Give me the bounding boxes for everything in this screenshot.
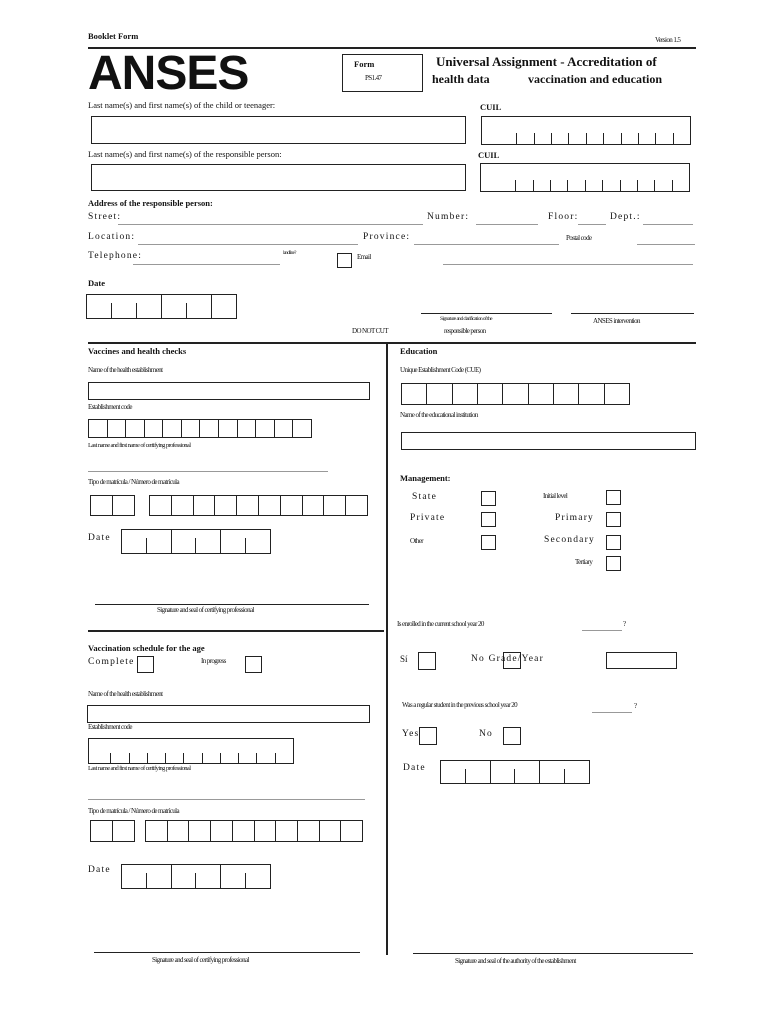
enrolled-year-field[interactable] [582, 630, 622, 631]
no-regular-checkbox[interactable] [503, 727, 521, 745]
complete-label: Complete [88, 657, 135, 667]
email-label: Email [357, 253, 371, 261]
vaccines-professional-label: Last name and first name of certifying professional [88, 442, 191, 449]
vaccines-section-rule [88, 630, 384, 632]
number-label: Number: [427, 212, 470, 222]
schedule-signature-caption: Signature and seal of certifying professional [152, 956, 249, 964]
cut-rule [88, 342, 696, 344]
child-cuil-field[interactable] [481, 116, 691, 145]
email-field[interactable] [443, 264, 693, 265]
initial-level-label: Initial level [543, 492, 568, 500]
column-divider [386, 343, 388, 955]
vaccines-matricula-type-field[interactable] [90, 495, 135, 516]
schedule-signature-line[interactable] [94, 952, 360, 953]
si-label: Sí [400, 654, 408, 664]
schedule-title: Vaccination schedule for the age [88, 643, 205, 653]
form-label: Form [354, 59, 375, 69]
title-line1: Universal Assignment - Accreditation of [436, 54, 657, 69]
enrolled-question: Is enrolled in the current school year 20 [397, 620, 484, 628]
vaccines-matricula-number-field[interactable] [149, 495, 368, 516]
other-checkbox[interactable] [481, 535, 496, 550]
vaccines-matricula-label: Tipo de matrícula / Número de matrícula [88, 478, 180, 486]
complete-checkbox[interactable] [137, 656, 154, 673]
yes-label: Yes [402, 729, 420, 739]
responsible-name-label: Last name(s) and first name(s) of the responsible person: [88, 149, 282, 159]
regular-year-field[interactable] [592, 712, 632, 713]
authority-signature-line[interactable] [413, 953, 693, 954]
location-label: Location: [88, 232, 136, 242]
title-line2a: health data [432, 72, 490, 86]
regular-question: Was a regular student in the previous school year 20 [402, 701, 518, 709]
schedule-matricula-number-field[interactable] [145, 820, 363, 842]
vaccines-establishment-field[interactable] [88, 382, 370, 400]
vaccines-signature-line[interactable] [95, 604, 369, 605]
enrolled-question-mark: ? [623, 620, 626, 628]
education-date-label: Date [403, 763, 426, 773]
location-field[interactable] [138, 244, 358, 245]
vaccines-establishment-code-field[interactable] [88, 419, 312, 438]
anses-signature-line[interactable] [571, 313, 694, 314]
vaccines-signature-caption: Signature and seal of certifying professional [157, 606, 254, 614]
postal-code-label: Postal code [566, 234, 592, 242]
floor-label: Floor: [548, 212, 579, 222]
child-name-label: Last name(s) and first name(s) of the child or teenager: [88, 100, 276, 110]
number-field[interactable] [476, 224, 538, 225]
initial-level-checkbox[interactable] [606, 490, 621, 505]
form-code-box [342, 54, 423, 92]
floor-field[interactable] [578, 224, 606, 225]
child-name-field[interactable] [91, 116, 466, 144]
responsible-name-field[interactable] [91, 164, 466, 191]
street-field[interactable] [118, 224, 423, 225]
anses-intervention-label: ANSES intervention [593, 317, 640, 325]
version-label: Version 1.5 [655, 36, 681, 44]
state-checkbox[interactable] [481, 491, 496, 506]
institution-name-label: Name of the educational institution [400, 411, 478, 419]
yes-checkbox[interactable] [419, 727, 437, 745]
responsible-signature-line[interactable] [421, 313, 552, 314]
schedule-date-field[interactable] [121, 864, 271, 889]
schedule-matricula-label: Tipo de matrícula / Número de matrícula [88, 807, 180, 815]
date-label: Date [88, 278, 105, 288]
si-checkbox[interactable] [418, 652, 436, 670]
responsible-signature-caption: Signature and clarification of the [440, 316, 492, 322]
secondary-label: Secondary [544, 535, 595, 545]
no-label: No [479, 729, 494, 739]
street-label: Street: [88, 212, 122, 222]
tertiary-checkbox[interactable] [606, 556, 621, 571]
do-not-cut-label: DO NOT CUT [352, 327, 388, 335]
dept-field[interactable] [643, 224, 693, 225]
province-label: Province: [363, 232, 411, 242]
education-date-field[interactable] [440, 760, 590, 784]
vaccines-establishment-code-label: Establishment code [88, 403, 132, 411]
responsible-cuil-field[interactable] [480, 163, 690, 192]
primary-label: Primary [555, 513, 595, 523]
education-title: Education [400, 346, 438, 356]
title-line2b: vaccination and education [528, 72, 663, 86]
telephone-label: Telephone: [88, 251, 143, 261]
booklet-label: Booklet Form [88, 31, 139, 41]
responsible-signature-caption-2: responsible person [444, 327, 486, 335]
in-progress-label: In progress [201, 657, 226, 665]
secondary-checkbox[interactable] [606, 535, 621, 550]
schedule-establishment-field[interactable] [87, 705, 370, 723]
address-title: Address of the responsible person: [88, 198, 213, 208]
in-progress-checkbox[interactable] [245, 656, 262, 673]
regular-question-mark: ? [634, 702, 637, 710]
schedule-date-label: Date [88, 865, 111, 875]
state-label: State [412, 492, 437, 502]
postal-code-field[interactable] [637, 244, 695, 245]
schedule-matricula-type-field[interactable] [90, 820, 135, 842]
cue-field[interactable] [401, 383, 630, 405]
cuil-label: CUIL [480, 102, 502, 112]
anses-logo: ANSES [88, 47, 249, 100]
no-grade-label: No Grade/Year [471, 654, 544, 664]
other-label: Other [410, 537, 423, 545]
institution-name-field[interactable] [401, 432, 696, 450]
form-code: PS1.47 [365, 74, 382, 82]
telephone-field[interactable] [133, 264, 280, 265]
private-checkbox[interactable] [481, 512, 496, 527]
tertiary-label: Tertiary [575, 558, 593, 566]
vaccines-date-field[interactable] [121, 529, 271, 554]
schedule-establishment-code-label: Establishment code [88, 723, 132, 731]
schedule-establishment-label: Name of the health establishment [88, 690, 163, 698]
province-field[interactable] [414, 244, 559, 245]
vaccines-title: Vaccines and health checks [88, 346, 187, 356]
private-label: Private [410, 513, 446, 523]
primary-checkbox[interactable] [606, 512, 621, 527]
schedule-professional-label: Last name and first name of certifying professional [88, 765, 191, 772]
grade-year-field[interactable] [606, 652, 677, 669]
vaccines-date-label: Date [88, 533, 111, 543]
cuil-label-2: CUIL [478, 150, 500, 160]
schedule-professional-field[interactable] [88, 799, 365, 800]
authority-signature-caption: Signature and seal of the authority of the establishment [455, 957, 576, 965]
management-label: Management: [400, 473, 451, 483]
landline-checkbox[interactable] [337, 253, 352, 268]
date-field[interactable] [86, 294, 237, 319]
cue-label: Unique Establishment Code (CUE) [400, 366, 481, 374]
landline-label: landline? [283, 251, 296, 256]
dept-label: Dept.: [610, 212, 641, 222]
vaccines-professional-field[interactable] [88, 471, 328, 472]
vaccines-establishment-label: Name of the health establishment [88, 366, 163, 374]
schedule-establishment-code-field[interactable] [88, 738, 294, 764]
